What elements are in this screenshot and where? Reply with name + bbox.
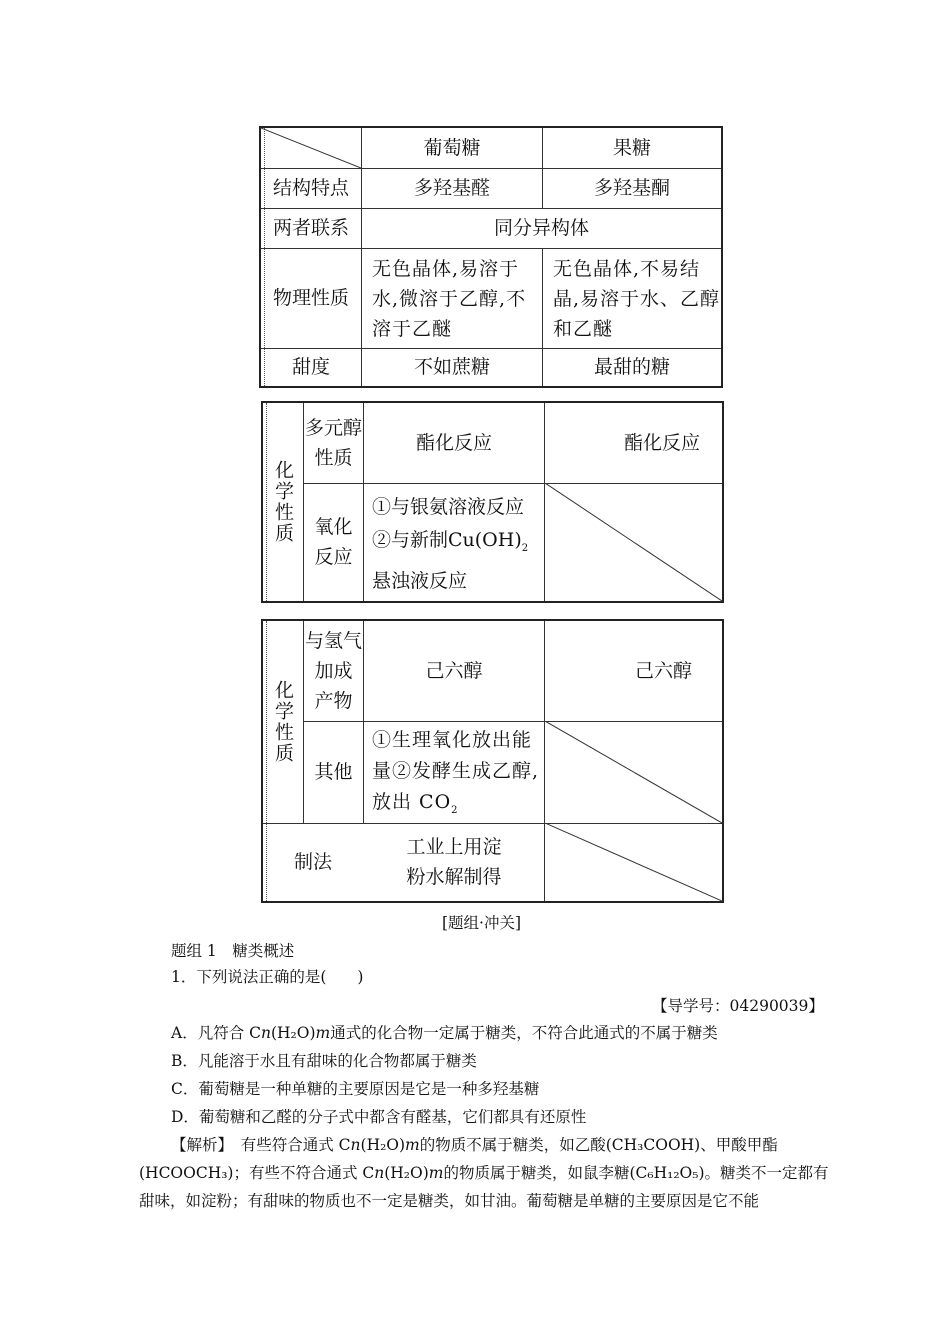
row-label-hydrogenation: 与氢气 加成 产物 (304, 630, 362, 712)
option-c: C．葡萄糖是一种单糖的主要原因是它是一种多羟基糖 (171, 1080, 540, 1098)
fructose-physical: 无色晶体,不易结 晶,易溶于水、乙醇 和乙醚 (553, 258, 721, 340)
group-label-chemical-2: 化学性质 (272, 680, 294, 764)
row-label-preparation: 制法 (293, 851, 332, 873)
analysis-line-1: 【解析】 有些符合通式 C𝑛(H₂O)𝑚的物质不属于糖类，如乙酸(CH₃COOH)、甲酸甲酯 (171, 1136, 778, 1154)
glucose-oxidation: ①与银氨溶液反应 ②与新制$Cu(OH)_2$ 悬浊液反应 (372, 496, 529, 592)
chemical-properties-table-1 (261, 401, 724, 603)
guide-number: 【导学号：04290039】 (652, 997, 824, 1015)
row-label-oxidation: 氧化 反应 (314, 516, 353, 568)
glucose-esterification: 酯化反应 (415, 432, 492, 454)
fructose-structure: 多羟基酮 (593, 177, 670, 199)
empty-cell-diagonal-3 (545, 823, 722, 901)
group-label-chemical: 化学性质 (272, 460, 294, 544)
section-title: [题组·冲关] (442, 914, 522, 932)
empty-cell-diagonal-2 (545, 721, 722, 823)
analysis-line-2: (HCOOCH₃)；有些不符合通式 C𝑛(H₂O)𝑚的物质属于糖类，如鼠李糖(C₆H₁₂O₅)。糖类不一定都有 (139, 1164, 829, 1182)
group-title: 题组 1 糖类概述 (171, 942, 295, 960)
chemical-properties-table-2 (261, 619, 724, 903)
relation-value: 同分异构体 (493, 217, 589, 239)
glucose-hydrogenation: 己六醇 (425, 660, 483, 682)
option-b: B．凡能溶于水且有甜味的化合物都属于糖类 (171, 1052, 477, 1070)
option-a: A．凡符合 C𝑛(H₂O)𝑚通式的化合物一定属于糖类，不符合此通式的不属于糖类 (171, 1024, 718, 1042)
empty-cell-diagonal-1 (545, 483, 722, 601)
header-fructose: 果糖 (612, 137, 651, 159)
sugar-comparison-table (259, 126, 723, 388)
question-text: 1．下列说法正确的是( ) (171, 968, 364, 986)
row-label-relation: 两者联系 (272, 217, 349, 239)
glucose-sweetness: 不如蔗糖 (413, 356, 490, 378)
row-label-physical: 物理性质 (272, 287, 349, 309)
row-label-polyol: 多元醇 性质 (304, 417, 362, 469)
row-label-other: 其他 (314, 761, 353, 783)
fructose-hydrogenation: 己六醇 (634, 660, 692, 682)
glucose-structure: 多羟基醛 (413, 177, 490, 199)
row-label-structure: 结构特点 (272, 177, 349, 199)
option-d: D．葡萄糖和乙醛的分子式中都含有醛基，它们都具有还原性 (171, 1108, 587, 1126)
analysis-line-3: 甜味，如淀粉；有甜味的物质也不一定是糖类，如甘油。葡萄糖是单糖的主要原因是它不能 (139, 1192, 760, 1210)
header-diagonal-line (261, 128, 361, 170)
fructose-sweetness: 最甜的糖 (593, 356, 670, 378)
header-glucose: 葡萄糖 (423, 137, 481, 159)
fructose-esterification: 酯化反应 (623, 432, 700, 454)
glucose-preparation: 工业上用淀 粉水解制得 (406, 836, 502, 888)
glucose-physical: 无色晶体,易溶于 水,微溶于乙醇,不 溶于乙醚 (372, 258, 527, 340)
row-label-sweetness: 甜度 (291, 356, 330, 378)
glucose-other: ①生理氧化放出能 量②发酵生成乙醇, 放出 $CO_2$ (372, 729, 540, 816)
